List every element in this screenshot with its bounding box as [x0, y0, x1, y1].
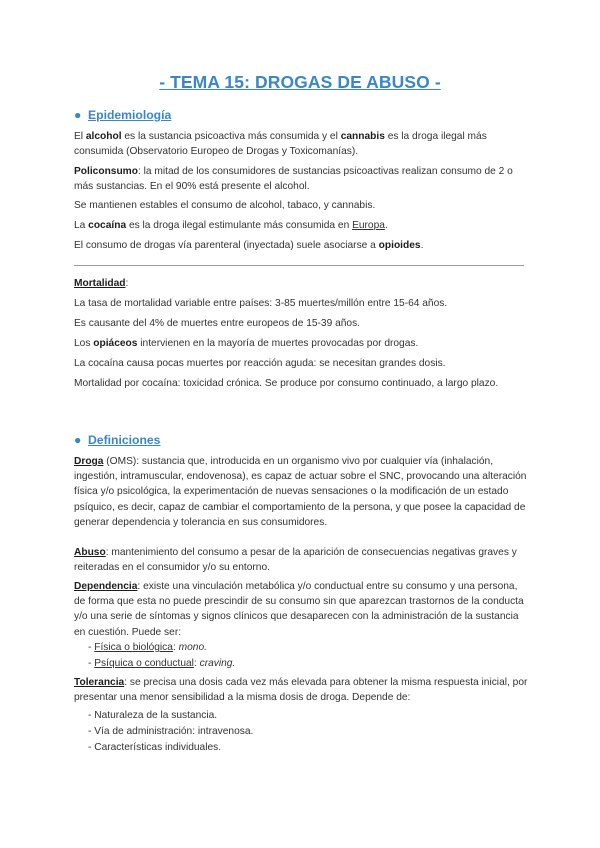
text: Los [74, 338, 94, 349]
list-item [88, 640, 207, 655]
text: : [193, 658, 200, 669]
mortalidad-line-4: La cocaína causa pocas muertes por reacción aguda: se necesitan grandes dosis. [74, 358, 446, 369]
text: es la droga ilegal estimulante más consumida en [126, 220, 353, 231]
bullet-icon: ● [74, 108, 82, 122]
text: : se precisa una dosis cada vez más elevada para obtener la misma respuesta inicial, por presentar una menor sensibilidad a la misma dosis de droga. Depende de: [74, 677, 528, 704]
text: intervienen en la mayoría de muertes provocadas por drogas. [137, 338, 419, 349]
bold-term: Mortalidad [74, 278, 126, 289]
mortalidad-line-2: Es causante del 4% de muertes entre europeos de 15-39 años. [74, 318, 361, 329]
text: . [384, 220, 388, 231]
definition-dependencia [74, 579, 530, 640]
italic-text: mono. [178, 642, 207, 653]
bullet-icon: ● [74, 433, 82, 447]
list-item: - Vía de administración: intravenosa. [88, 726, 254, 737]
paragraph-alcohol [74, 129, 530, 159]
bold-term: alcohol [85, 131, 122, 142]
section-label: Definiciones [88, 433, 161, 447]
section-heading-epidemiologia [74, 108, 171, 122]
mortalidad-line-3 [74, 336, 530, 351]
list-item: - Naturaleza de la sustancia. [88, 710, 218, 721]
text: Se mantienen estables el consumo de alcohol, tabaco, y cannabis. [74, 200, 376, 211]
mortalidad-line-5: Mortalidad por cocaína: toxicidad crónica. Se produce por consumo continuado, a largo plazo. [74, 378, 499, 389]
text: La [74, 220, 89, 231]
bold-term: Policonsumo [74, 166, 138, 177]
horizontal-divider [74, 265, 524, 266]
bold-term: Droga [74, 456, 104, 467]
text: : existe una vinculación metabólica y/o conductual entre su consumo y una persona, de forma que esta no puede prescindir de su consumo sin que aparezcan trastornos de la conducta y/o una serie de síntomas y signos clínicos que desaparecen con la administración de la sustancia en cuestión. Puede ser: [74, 581, 524, 638]
text: - [88, 642, 95, 653]
mortalidad-heading [74, 276, 530, 291]
text: es la sustancia psicoactiva más consumida y el [121, 131, 341, 142]
bold-term: Tolerancia [74, 677, 125, 688]
page-title: - TEMA 15: DROGAS DE ABUSO - [159, 72, 441, 92]
definition-tolerancia [74, 675, 530, 705]
list-item [88, 656, 235, 671]
bold-term: cocaína [88, 220, 127, 231]
text: . [420, 240, 424, 251]
paragraph-estables [74, 198, 530, 213]
text: es la droga ilegal más consumida (Observatorio Europeo de Drogas y Toxicomanías). [74, 131, 487, 158]
list-item: - Características individuales. [88, 742, 222, 753]
bold-term: cannabis [340, 131, 385, 142]
section-label: Epidemiología [88, 108, 172, 122]
text: : [125, 278, 129, 289]
definition-abuso [74, 545, 530, 575]
text: El consumo de drogas vía parenteral (inyectada) suele asociarse a [74, 240, 379, 251]
mortalidad-line-1: La tasa de mortalidad variable entre países: 3-85 muertes/millón entre 15-64 años. [74, 298, 448, 309]
bold-term: Dependencia [74, 581, 138, 592]
underlined-text: Psíquica o conductual [94, 658, 194, 669]
section-heading-definiciones [74, 433, 160, 447]
definition-droga [74, 454, 530, 530]
bold-term: opiáceos [93, 338, 138, 349]
italic-text: craving. [199, 658, 236, 669]
underlined-text: Física o biológica [94, 642, 173, 653]
text: : la mitad de los consumidores de sustancias psicoactivas realizan consumo de 2 o más sustancias. En el 90% está presente el alcohol. [74, 166, 513, 193]
text: (OMS): sustancia que, introducida en un organismo vivo por cualquier vía (inhalación, ingestión, intramuscular, endovenosa), es capaz de actuar sobre el SNC, provocando una alteración física y/o psicológica, la experimentación de nuevas sensaciones o la modificación de un estado psíquico, es decir, capaz de cambiar el comportamiento de la persona, y que posee la capacidad de generar dependencia y tolerancia en sus consumidores. [74, 456, 527, 528]
paragraph-cocaina [74, 218, 530, 233]
bold-term: Abuso [74, 547, 106, 558]
text: : mantenimiento del consumo a pesar de la aparición de consecuencias negativas graves y reiteradas en el consumidor y/o su entorno. [74, 547, 517, 574]
bold-term: opioides [378, 240, 421, 251]
paragraph-parenteral [74, 238, 530, 253]
text: : [172, 642, 179, 653]
text: - [88, 658, 95, 669]
paragraph-policonsumo [74, 164, 530, 194]
text: El [74, 131, 86, 142]
underlined-text: Europa [352, 220, 385, 231]
